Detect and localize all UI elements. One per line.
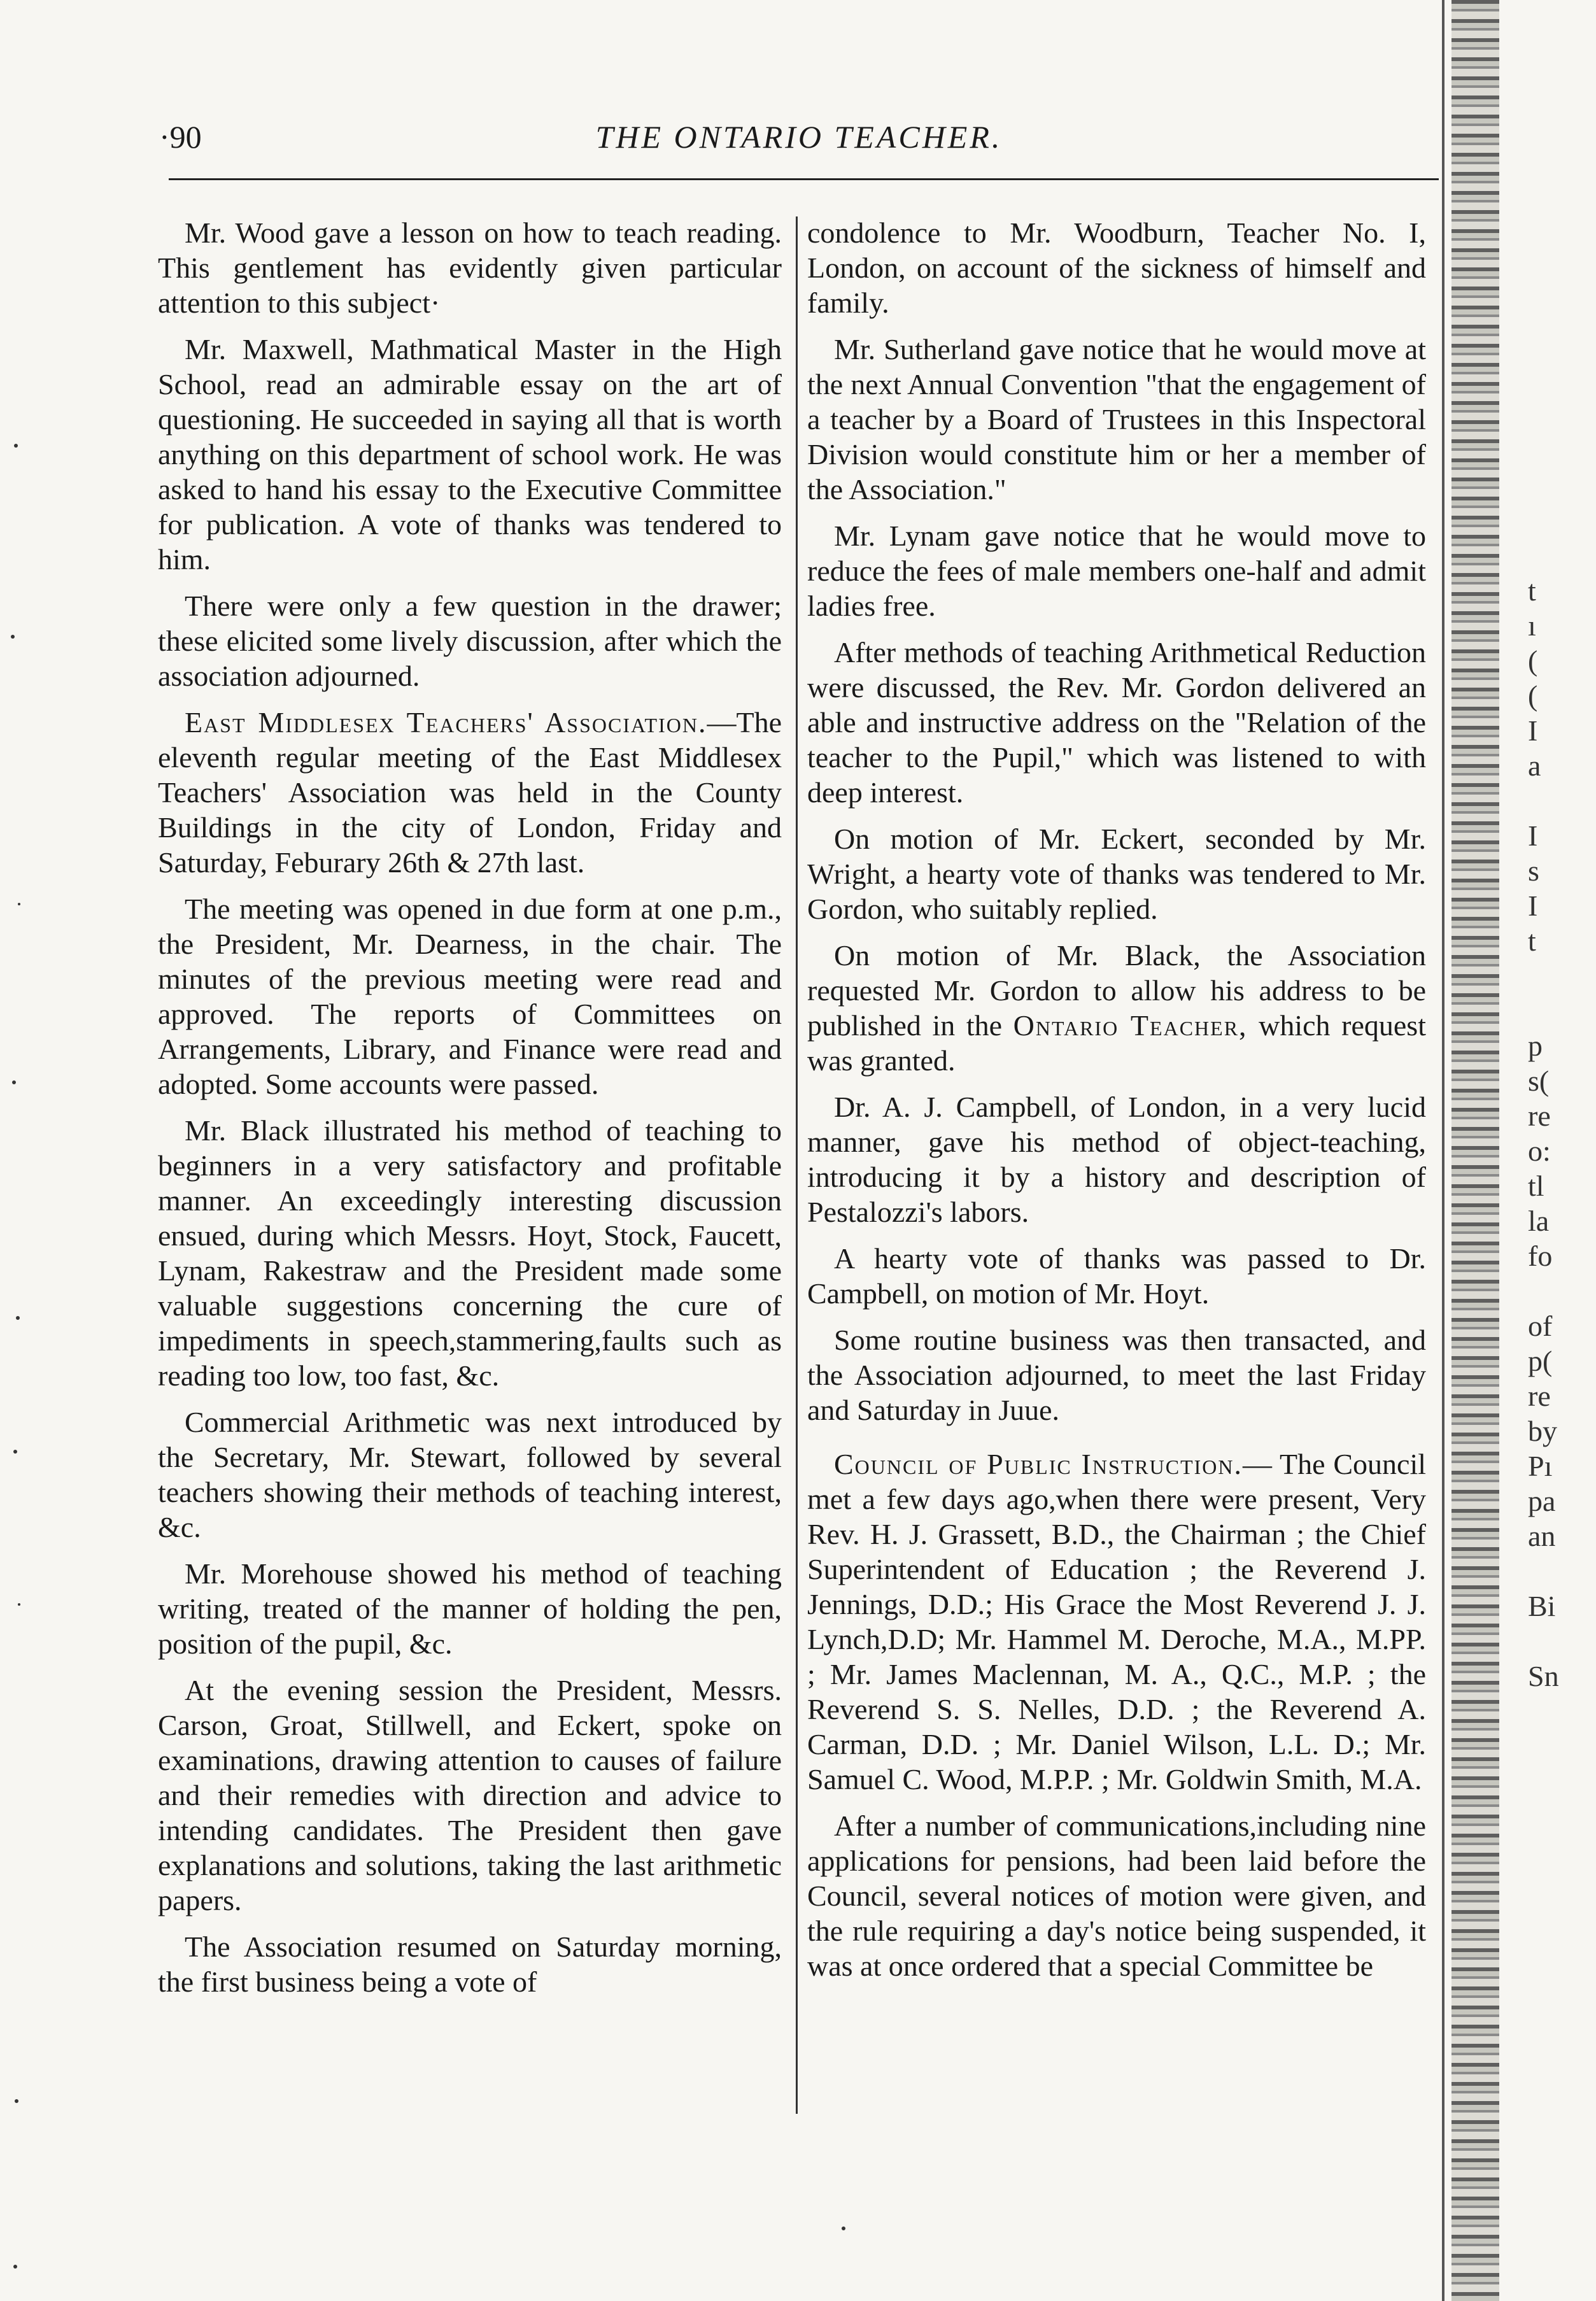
binding-edge	[1442, 0, 1444, 2301]
section-heading: Council of Public Instruction.	[834, 1448, 1243, 1480]
page-number: ·90	[159, 119, 202, 155]
speck	[18, 1603, 20, 1606]
section-paragraph-east-middlesex	[158, 705, 782, 880]
paragraph: At the evening session the President, Messrs. Carson, Groat, Stillwell, and Eckert, spoke on examinations, drawing attention to causes of failure and their remedies with direction and advice to intending candidates. The President then gave explanations and solutions, taking the last arithmetic papers.	[158, 1674, 782, 1916]
fragment: p	[1528, 1030, 1543, 1062]
fragment: fo	[1528, 1240, 1553, 1272]
paragraph: Commercial Arithmetic was next introduced by the Secretary, Mr. Stewart, followed by several teachers showing their methods of teaching interest, &c.	[158, 1406, 782, 1543]
paragraph: Some routine business was then transacted, and the Association adjourned, to meet the last Friday and Saturday in Juue.	[807, 1324, 1426, 1426]
adjacent-page-fragments	[1528, 573, 1592, 1694]
fragment: tl	[1528, 1170, 1544, 1202]
paragraph: Mr. Wood gave a lesson on how to teach reading. This gentlement has evidently given particular attention to this subject·	[158, 216, 782, 319]
paragraph: Mr. Maxwell, Mathmatical Master in the High School, read an admirable essay on the art of questioning. He succeeded in saying all that is worth anything on this department of school work. He was asked to hand his essay to the Executive Committee for publication. A vote of thanks was tendered to him.	[158, 333, 782, 576]
fragment: by	[1528, 1415, 1557, 1447]
page-header	[159, 118, 1439, 169]
fragment: Bi	[1528, 1590, 1556, 1622]
paragraph-text: which request was granted.	[807, 1009, 1426, 1077]
paragraph: Mr. Lynam gave notice that he would move to reduce the fees of male members one-half and admit ladies free.	[807, 520, 1426, 622]
fragment: o:	[1528, 1135, 1551, 1167]
fragment: a	[1528, 749, 1541, 782]
speck	[12, 1080, 16, 1084]
paragraph: After a number of communications,including nine applications for pensions, had been laid before the Council, several notices of motion were given, and the rule requiring a day's notice being suspended, it was at once ordered that a special Committee be	[807, 1809, 1426, 1982]
fragment: la	[1528, 1205, 1550, 1237]
speck	[842, 2227, 845, 2230]
paragraph-ontario-teacher	[807, 938, 1426, 1078]
fragment: p(	[1528, 1345, 1553, 1377]
paragraph-continued: condolence to Mr. Woodburn, Teacher No. I, London, on account of the sickness of himself and family.	[807, 216, 1426, 319]
paragraph: Mr. Black illustrated his method of teaching to beginners in a very satisfactory and profitable manner. An exceedingly interesting discussion ensued, during which Messrs. Hoyt, Stock, Faucett, Lynam, Rakestraw and the President made some valuable suggestions concerning the cure of impediments in speech,stammering,faults such as reading too low, too fast, &c.	[158, 1114, 782, 1392]
left-column	[158, 215, 782, 2011]
fragment: of	[1528, 1310, 1553, 1342]
column-divider	[796, 216, 798, 2114]
header-rule	[169, 178, 1439, 180]
paragraph: On motion of Mr. Eckert, seconded by Mr. Wright, a hearty vote of thanks was tendered to Mr. Gordon, who suitably replied.	[807, 823, 1426, 925]
speck	[13, 1450, 17, 1454]
paragraph: Mr. Morehouse showed his method of teaching writing, treated of the manner of holding the pen, position of the pupil, &c.	[158, 1557, 782, 1660]
speck	[16, 1316, 20, 1320]
speck	[18, 903, 20, 905]
speck	[11, 635, 15, 639]
section-heading: East Middlesex Teachers' Association.	[185, 706, 707, 739]
paragraph: Dr. A. J. Campbell, of London, in a very lucid manner, gave his method of object-teaching, introducing it by a history and description of Pestalozzi's labors.	[807, 1091, 1426, 1228]
paragraph: The meeting was opened in due form at one p.m., the President, Mr. Dearness, in the chair. The minutes of the previous meeting were read and approved. The reports of Committees on Arrangements, Library, and Finance were read and adopted. Some accounts were passed.	[158, 893, 782, 1100]
speck	[14, 444, 18, 448]
fragment: s	[1528, 854, 1539, 887]
fragment: Sn	[1528, 1660, 1559, 1692]
fragment: (	[1528, 644, 1538, 677]
fragment: I	[1528, 889, 1538, 922]
fragment: (	[1528, 679, 1538, 712]
fragment: t	[1528, 574, 1536, 607]
paragraph-text: —The eleventh regular meeting of the East Middlesex Teachers' Association was held in the County Buildings in the city of London, Friday and Saturday, Feburary 26th & 27th last.	[158, 706, 782, 879]
fragment: t	[1528, 924, 1536, 957]
fragment: re	[1528, 1100, 1551, 1132]
speck	[13, 2265, 17, 2269]
paragraph: There were only a few question in the drawer; these elicited some lively discussion, after which the association adjourned.	[158, 590, 782, 692]
paragraph: After methods of teaching Arithmetical Reduction were discussed, the Rev. Mr. Gordon delivered an able and instructive address on the "Relation of the teacher to the Pupil," which was listened to with deep interest.	[807, 636, 1426, 809]
right-column	[807, 215, 1426, 1995]
paragraph: A hearty vote of thanks was passed to Dr. Campbell, on motion of Mr. Hoyt.	[807, 1242, 1426, 1310]
fragment: an	[1528, 1520, 1556, 1552]
binding-strip	[1451, 0, 1499, 2301]
paragraph: The Association resumed on Saturday morning, the first business being a vote of	[158, 1930, 782, 1998]
journal-name: Ontario Teacher,	[1013, 1009, 1248, 1042]
paragraph: Mr. Sutherland gave notice that he would move at the next Annual Convention "that the engagement of a teacher by a Board of Trustees in this Inspectoral Division would constitute him or her a member of the Association."	[807, 333, 1426, 506]
fragment: pa	[1528, 1485, 1556, 1517]
fragment: s(	[1528, 1065, 1550, 1097]
fragment: Pı	[1528, 1450, 1553, 1482]
speck	[15, 2099, 18, 2103]
fragment: I	[1528, 819, 1538, 852]
paragraph-text: — The Council met a few days ago,when there were present, Very Rev. H. J. Grassett, B.D., the Chairman ; the Chief Superintendent of Education ; the Reverend J. Jennings, D.D.; His Grace the Most Reverend J. J. Lynch,D.D; Mr. Hammel M. Deroche, M.A., M.PP. ; Mr. James Maclennan, M. A., Q.C., M.P. ; the Reverend S. S. Nelles, D.D. ; the Reverend A. Carman, D.D. ; Mr. Daniel Wilson, L.L. D.; Mr. Samuel C. Wood, M.P.P. ; Mr. Goldwin Smith, M.A.	[807, 1448, 1427, 1795]
fragment: I	[1528, 714, 1538, 747]
paragraph-text: On motion of Mr. Black, the Association requested Mr. Gordon to allow his address to be published in the	[807, 939, 1426, 1042]
running-title: THE ONTARIO TEACHER.	[595, 119, 1003, 155]
section-paragraph-council	[807, 1447, 1426, 1797]
fragment: re	[1528, 1380, 1551, 1412]
fragment: ı	[1528, 609, 1536, 642]
